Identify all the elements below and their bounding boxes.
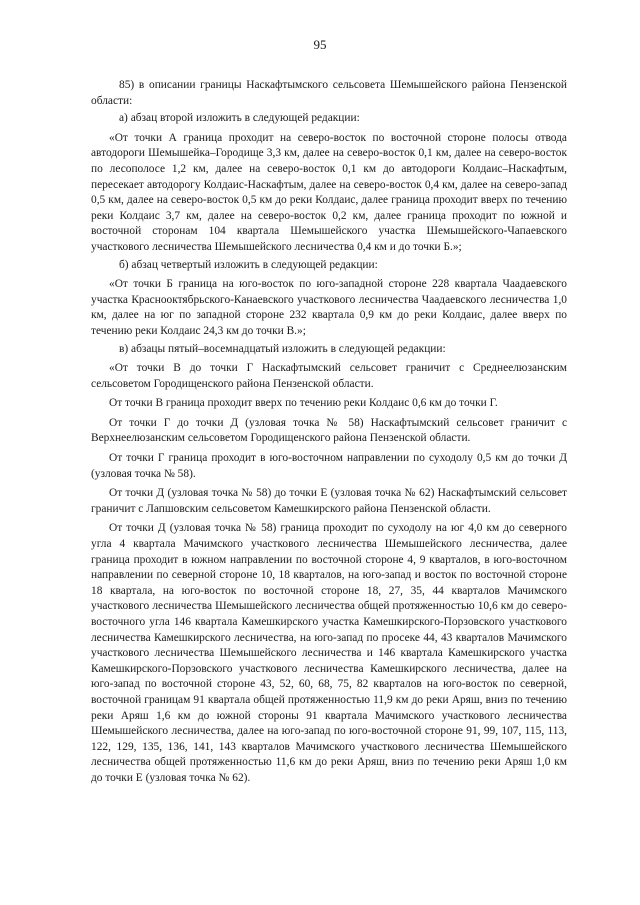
paragraph-quote-v3: От точки Г до точки Д (узловая точка № 58) Наскафтымский сельсовет граничит с Верхнеелюзанским сельсоветом Городищенского района Пензенской области. [91,416,567,445]
paragraph-quote-v6: От точки Д (узловая точка № 58) граница проходит по суходолу на юг 4,0 км до северного угла 4 квартала Мачимского участкового лесничества Шемышейского лесничества, далее граница проходит в южном направлении по восточной стороне 4, 9 кварталов, в юго-восточном направлении по северной стороне 10, 18 кварталов, на юго-запад и восток по восточной стороне 18 квартала, на юго-восток по восточной стороне 18, 27, 35, 44 кварталов Мачимского участкового лесничества Шемышейского лесничества общей протяженностью 10,6 км до северо-восточного угла 146 квартала Камешкирского участка Камешкирского-Порзовского участкового лесничества Камешкирского лесничества, на юго-запад по просеке 44, 43 кварталов Мачимского участкового лесничества Шемышейского лесничества и 146 квартала Камешкирского участка Камешкирского-Порзовского участкового лесничества Камешкирского лесничества, далее на юго-запад по восточной стороне 43, 52, 60, 68, 75, 82 кварталов на юго-восток по северной, восточной границам 91 квартала общей протяженностью 11,9 км до реки Аряш, вниз по течению реки Аряш 1,6 км до южной стороны 91 квартала Мачимского участкового лесничества Шемышейского лесничества, далее на юго-запад по юго-восточной стороне 91, 99, 107, 115, 113, 122, 129, 135, 136, 141, 143 кварталов Мачимского участкового лесничества Шемышейского лесничества общей протяженностью 11,6 км до реки Аряш, вниз по течению реки Аряш 1,0 км до точки Е (узловая точка № 62). [91,522,567,784]
paragraph-quote-v2: От точки В граница проходит вверх по течению реки Колдаис 0,6 км до точки Г. [109,397,498,410]
paragraph-subitem-v: в) абзацы пятый–восемнадцатый изложить в следующей редакции: [119,342,446,355]
paragraph-subitem-a: а) абзац второй изложить в следующей редакции: [119,112,360,125]
paragraph-subitem-b: б) абзац четвертый изложить в следующей редакции: [119,258,378,271]
paragraph-quote-b: «От точки Б граница на юго-восток по юго-западной стороне 228 квартала Чаадаевского участка Краснооктябрьского-Канаевского участкового лесничества Чаадаевского лесничества 1,0 км, далее на юг по западной стороне 232 квартала 0,9 км до реки Колдаис, далее вверх по течению реки Колдаис 24,3 км до точки В.»; [91,278,567,337]
page-number: 95 [313,37,327,52]
paragraph-quote-v1: «От точки В до точки Г Наскафтымский сельсовет граничит с Среднеелюзанским сельсоветом Городищенского района Пензенской области. [91,362,567,390]
document-body [91,78,567,787]
paragraph-item-85: 85) в описании границы Наскафтымского сельсовета Шемышейского района Пензенской области: [91,79,567,107]
paragraph-quote-v5: От точки Д (узловая точка № 58) до точки Е (узловая точка № 62) Наскафтымский сельсовет граничит с Лапшовским сельсоветом Камешкирского района Пензенской области. [91,487,567,515]
paragraph-quote-a: «От точки А граница проходит на северо-восток по восточной стороне полосы отвода автодороги Шемышейка–Городище 3,3 км, далее на северо-восток 0,1 км, далее на северо-восток по лесополосе 1,2 км, далее на северо-восток 0,1 км до автодороги Колдаис–Наскафтым, пересекает автодорогу Колдаис-Наскафтым, далее на северо-восток 0,4 км, далее на северо-запад 0,5 км, далее на северо-восток 0,5 км до реки Колдаис, далее граница проходит вверх по течению реки Колдаис 3,7 км, далее на северо-восток 0,2 км, далее граница проходит по южной и восточной сторонам 104 квартала Шемышейского участка Шемышейского-Чапаевского участкового лесничества Шемышейского лесничества 0,4 км и до точки Б.»; [91,131,567,253]
paragraph-quote-v4: От точки Г граница проходит в юго-восточном направлении по суходолу 0,5 км до точки Д (узловая точка № 58). [91,452,567,480]
